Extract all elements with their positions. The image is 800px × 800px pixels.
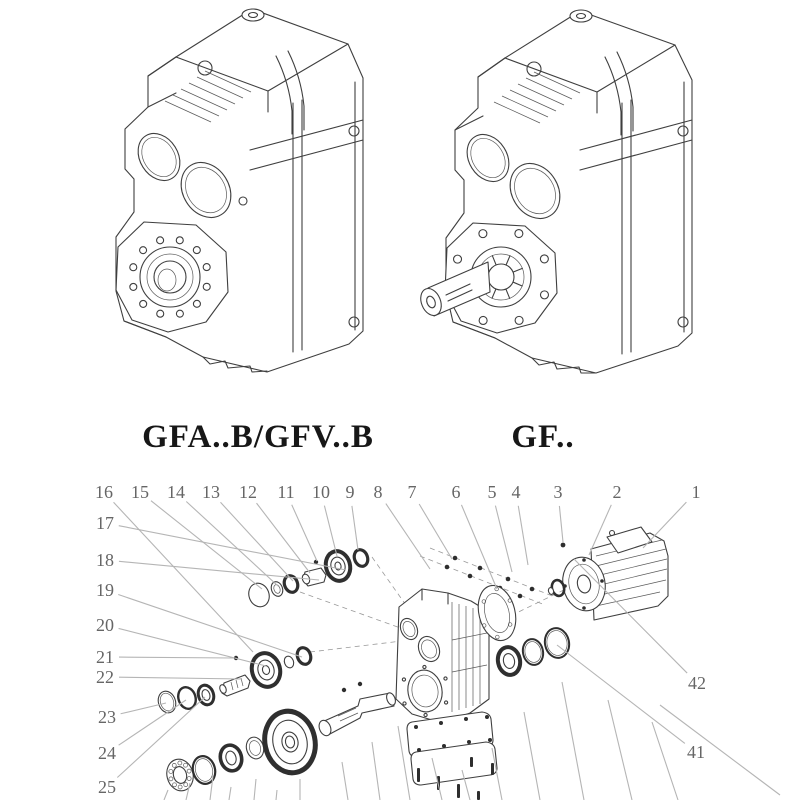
callout-number: 20: [96, 615, 114, 635]
callout-number: 41: [687, 742, 705, 762]
output-shaft-parts: [163, 691, 397, 793]
callout-number: 17: [96, 513, 114, 533]
callout-number: 16: [95, 482, 113, 502]
right-gearbox-drawing: [417, 10, 692, 373]
left-gearbox-drawing: [116, 9, 363, 372]
callout-number: 10: [312, 482, 330, 502]
callout-number: 11: [277, 482, 295, 502]
callout-number: 4: [511, 482, 521, 502]
callout-number: 18: [96, 550, 114, 570]
callout-number: 5: [487, 482, 497, 502]
callout-number: 25: [98, 777, 116, 797]
callout-number: 42: [688, 673, 706, 693]
callout-number: 13: [202, 482, 220, 502]
callout-number: 6: [451, 482, 461, 502]
callout-number: 12: [239, 482, 257, 502]
callout-number: 1: [691, 482, 701, 502]
callout-number: 15: [131, 482, 149, 502]
callout-number: 22: [96, 667, 114, 687]
callout-number: 2: [612, 482, 622, 502]
right-model-label: GF..: [511, 419, 575, 455]
gearbox-housing: [396, 589, 489, 723]
callout-number: 14: [167, 482, 185, 502]
gasket-and-plate: [407, 712, 497, 800]
callout-number: 3: [553, 482, 563, 502]
callout-number: 8: [373, 482, 383, 502]
callout-number: 7: [407, 482, 417, 502]
left-model-label: GFA..B/GFV..B: [142, 419, 374, 455]
callout-number: 23: [98, 707, 116, 727]
callout-number: 19: [96, 580, 114, 600]
callout-number: 21: [96, 647, 114, 667]
callout-number: 9: [345, 482, 355, 502]
callout-number: 24: [98, 743, 116, 763]
